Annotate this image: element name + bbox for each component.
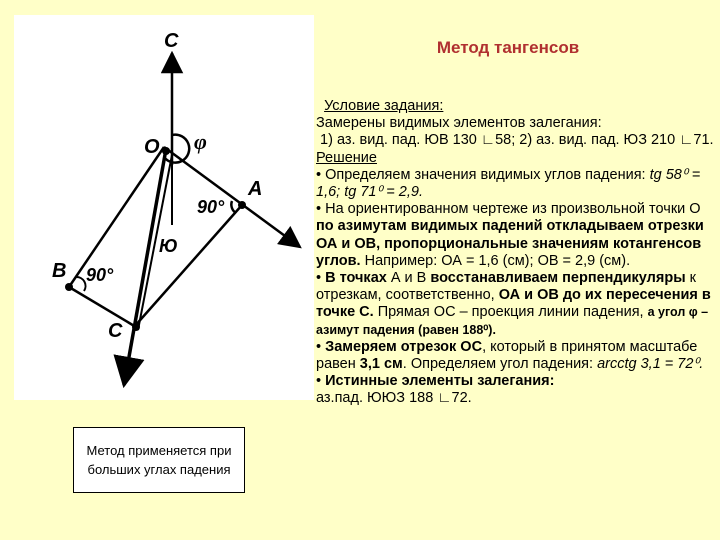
page-title: Метод тангенсов xyxy=(436,38,580,57)
segment-OC xyxy=(124,149,166,385)
label-north: С xyxy=(164,30,179,52)
label-B: В xyxy=(52,260,67,282)
label-phi: φ xyxy=(194,129,207,154)
point-B xyxy=(65,283,73,291)
step-2: • На ориентированном чертеже из произвольной точки О по азимутам видимых падений откладываем отрезки ОА и ОВ, пропорциональные значениям котангенсов углов. Например: ОА = 1,6 (см); ОВ = 2,9 (см). xyxy=(316,201,704,269)
label-C-point: С xyxy=(108,320,123,342)
right-angle-B xyxy=(76,277,86,291)
method-note xyxy=(73,427,245,493)
step-5: • Истинные элементы залегания: xyxy=(316,373,555,390)
condition-line-2: 1) аз. вид. пад. ЮВ 130 ∟58; 2) аз. вид. пад. ЮЗ 210 ∟71. xyxy=(320,132,714,149)
label-south: Ю xyxy=(159,236,178,256)
solution-heading: Решение xyxy=(316,149,377,166)
tangent-method-diagram xyxy=(14,15,314,400)
final-answer: аз.пад. ЮЮЗ 188 ∟72. xyxy=(316,390,472,407)
point-C xyxy=(132,323,140,331)
perpendicular-B xyxy=(69,287,136,327)
condition-line-1: Замерены видимых элементов залегания: xyxy=(316,115,602,132)
step-3: • В точках А и В восстанавливаем перпендикуляры к отрезкам, соответственно, ОА и ОВ до их пересечения в точке С. Прямая ОС – проекция линии падения, а угол φ – азимут падения (равен 188⁰). xyxy=(316,270,711,337)
step-4: • Замеряем отрезок ОС, который в принятом масштабе равен 3,1 см. Определяем угол падения: arcctg 3,1 = 72⁰. xyxy=(316,338,704,373)
point-A xyxy=(238,201,246,209)
method-note-text: Метод применяется при больших углах падения xyxy=(86,443,232,477)
label-A: А xyxy=(248,178,263,200)
step-1: • Определяем значения видимых углов падения: tg 58⁰ = 1,6; tg 71⁰ = 2,9. xyxy=(316,166,701,201)
label-angle-A: 90° xyxy=(197,197,225,217)
condition-heading: Условие задания: xyxy=(324,98,444,114)
point-O xyxy=(162,147,170,155)
label-O: О xyxy=(144,136,160,158)
label-angle-B: 90° xyxy=(86,265,114,285)
segment-OA xyxy=(164,147,300,247)
task-text xyxy=(316,98,716,408)
right-angle-A xyxy=(231,201,236,213)
